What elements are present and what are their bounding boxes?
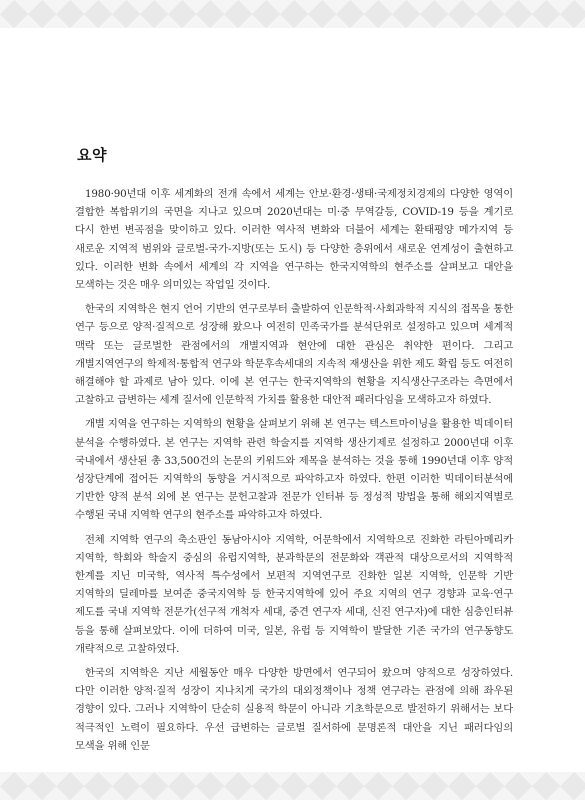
paragraph-5: 한국의 지역학은 지난 세월동안 매우 다양한 방면에서 연구되어 왔으며 양적으로 성장하였다. 다만 이러한 양적·질적 성장이 지나치게 국가의 대외정책이나 정책 연구라는 관점에 의해 좌우된 경향이 있다. 그러나 지역학이 단순히 실용적 학문이 아니라 기초학문으로 발전하기 위해서는 보다 적극적인 노력이 필요하다. 우선 급변하는 글로벌 질서하에 문명론적 대안을 지닌 패러다임의 모색을 위해 인문	[75, 667, 513, 752]
paragraph-3: 개별 지역을 연구하는 지역학의 현황을 살펴보기 위해 본 연구는 텍스트마이닝을 활용한 빅데이터 분석을 수행하였다. 본 연구는 지역학 관련 학술지를 지역학 생산기제로 설정하고 2000년대 이후 국내에서 생산된 총 33,500건의 논문의 키워드와 제목을 분석하는 것을 통해 1990년대 이후 양적 성장단계에 접어든 지역학의 동향을 거시적으로 파악하고자 하였다. 한편 이러한 빅데이터분석에 기반한 양적 분석 외에 본 연구는 문헌고찰과 전문가 인터뷰 등 정성적 방법을 통해 해외지역별로 수행된 국내 지역학 연구의 현주소를 파악하고자 하였다.	[75, 418, 513, 522]
page-title: 요약	[77, 146, 107, 165]
paragraph-1: 1980·90년대 이후 세계화의 전개 속에서 세계는 안보·환경·생태·국제정치경제의 다양한 영역이 결합한 복합위기의 국면을 지나고 있으며 2020년대는 미·중 무역갈등, COVID-19 등을 계기로 다시 한번 변곡점을 맞이하고 있다. 이러한 역사적 변화와 더불어 세계는 환태평양 메가지역 등 새로운 지역적 범위와 글로벌-국가-지방(또는 도시) 등 다양한 층위에서 새로운 연계성이 출현하고 있다. 이러한 변화 속에서 세계의 각 지역을 연구하는 한국지역학의 현주소를 살펴보고 대안을 모색하는 것은 매우 의미있는 작업일 것이다.	[75, 188, 513, 292]
decorative-footer-band	[0, 772, 585, 800]
abstract-body	[75, 185, 513, 755]
paragraph-4: 전체 지역학 연구의 축소판인 동남아시아 지역학, 어문학에서 지역학으로 진화한 라틴아메리카 지역학, 학회와 학술지 중심의 유럽지역학, 분과학문의 전문화와 객관적 대상으로서의 지역학적 한계를 지닌 미국학, 역사적 특수성에서 보편적 지역연구로 진화한 일본 지역학, 인문학 기반 지역학의 딜레마를 보여준 중국지역학 등 한국지역학에 있어 주요 지역의 연구 경향과 교육·연구 제도를 국내 지역학 전문가(선구적 개척자 세대, 중견 연구자 세대, 신진 연구자)에 대한 심층인터뷰 등을 통해 살펴보았다. 이에 더하여 미국, 일본, 유럽 등 지역학이 발달한 기존 국가의 연구동향도 개략적으로 고찰하였다.	[75, 533, 513, 655]
paragraph-2: 한국의 지역학은 현지 언어 기반의 연구로부터 출발하여 인문학적·사회과학적 지식의 접목을 통한 연구 등으로 양적·질적으로 성장해 왔으나 여전히 민족국가를 분석단위로 설정하고 있으며 세계적 맥락 또는 글로벌한 관점에서의 개별지역과 현안에 대한 관심은 취약한 편이다. 그리고 개별지역연구의 학제적·통합적 연구와 학문후속세대의 지속적 재생산을 위한 제도 확립 등도 여전히 해결해야 할 과제로 남아 있다. 이에 본 연구는 한국지역학의 현황을 지식생산구조라는 측면에서 고찰하고 급변하는 세계 질서에 인문학적 가치를 활용한 대안적 패러다임을 모색하고자 하였다.	[75, 303, 513, 407]
decorative-header-band	[0, 0, 585, 28]
